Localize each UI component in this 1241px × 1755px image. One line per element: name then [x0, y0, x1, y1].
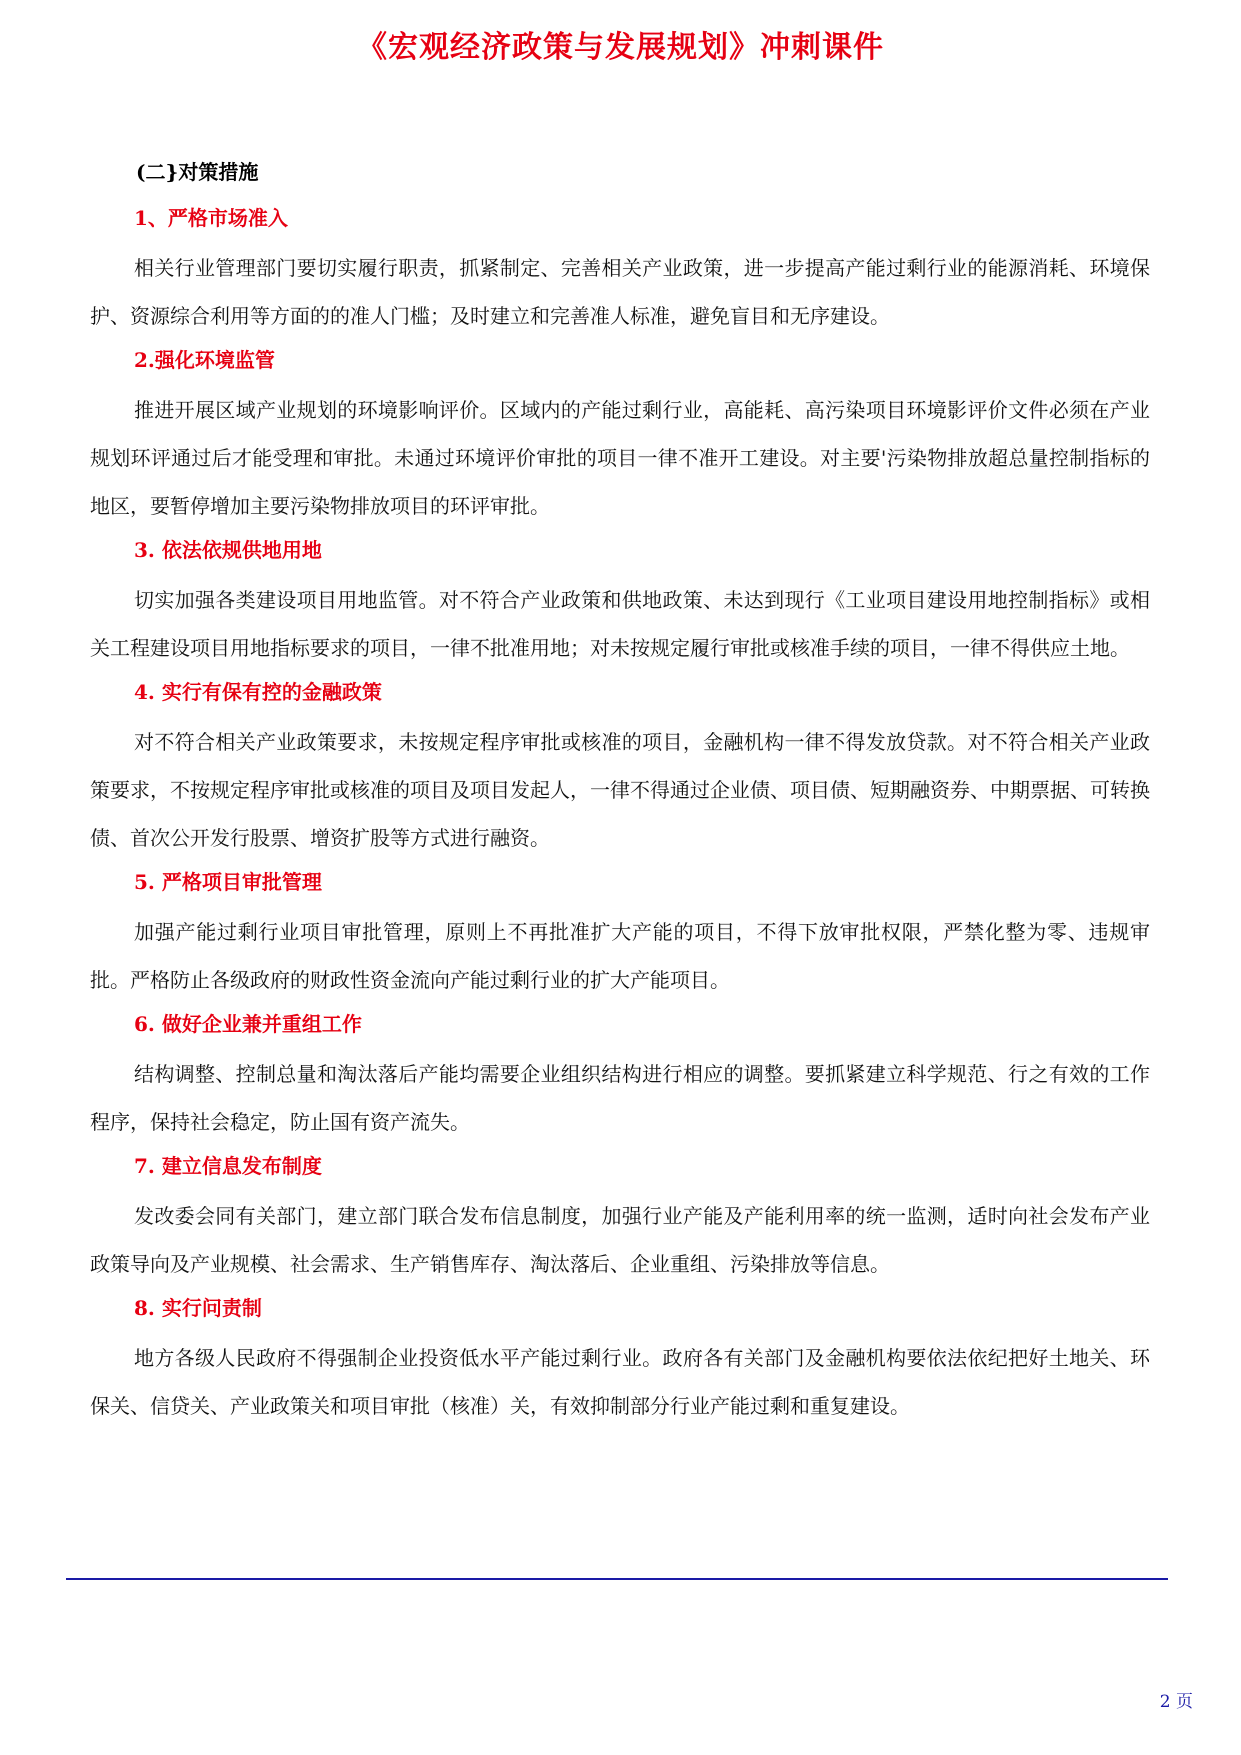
measure-item-2 [90, 346, 1150, 530]
item-heading: 6. 做好企业兼并重组工作 [134, 1012, 362, 1036]
item-heading: 7. 建立信息发布制度 [134, 1154, 322, 1178]
item-heading: 4. 实行有保有控的金融政策 [134, 680, 382, 704]
item-paragraph: 切实加强各类建设项目用地监管。对不符合产业政策和供地政策、未达到现行《工业项目建设用地控制指标》或相关工程建设项目用地指标要求的项目，一律不批准用地；对未按规定履行审批或核准手续的项目，一律不得供应土地。 [90, 588, 1150, 660]
item-paragraph: 地方各级人民政府不得强制企业投资低水平产能过剩行业。政府各有关部门及金融机构要依法依纪把好土地关、环保关、信贷关、产业政策关和项目审批（核准）关，有效抑制部分行业产能过剩和重复建设。 [90, 1346, 1150, 1418]
item-heading: 3. 依法依规供地用地 [134, 538, 322, 562]
item-heading: 1、严格市场准入 [134, 206, 288, 230]
item-paragraph: 推进开展区域产业规划的环境影响评价。区域内的产能过剩行业，高能耗、高污染项目环境影评价文件必须在产业规划环评通过后才能受理和审批。未通过环境评价审批的项目一律不准开工建设。对主要'污染物排放超总量控制指标的地区，要暂停增加主要污染物排放项目的环评审批。 [90, 398, 1150, 518]
measure-item-6 [90, 1010, 1150, 1146]
item-heading: 5. 严格项目审批管理 [134, 870, 322, 894]
measure-item-3 [90, 536, 1150, 672]
page-number: 2 页 [1159, 1692, 1193, 1712]
item-paragraph: 结构调整、控制总量和淘汰落后产能均需要企业组织结构进行相应的调整。要抓紧建立科学规范、行之有效的工作程序，保持社会稳定，防止国有资产流失。 [90, 1062, 1150, 1134]
section-heading: (二}对策措施 [136, 160, 259, 184]
measure-item-4 [90, 678, 1150, 862]
footer-divider [66, 1578, 1168, 1580]
document-body [90, 158, 1150, 1436]
item-heading: 8. 实行问责制 [134, 1296, 262, 1320]
measure-item-7 [90, 1152, 1150, 1288]
document-title: 《宏观经济政策与发展规划》冲刺课件 [357, 30, 884, 65]
item-heading: 2.强化环境监管 [134, 348, 275, 372]
item-paragraph: 加强产能过剩行业项目审批管理，原则上不再批准扩大产能的项目，不得下放审批权限，严禁化整为零、违规审批。严格防止各级政府的财政性资金流向产能过剩行业的扩大产能项目。 [90, 920, 1150, 992]
measure-item-8 [90, 1294, 1150, 1430]
item-paragraph: 发改委会同有关部门，建立部门联合发布信息制度，加强行业产能及产能利用率的统一监测，适时向社会发布产业政策导向及产业规模、社会需求、生产销售库存、淘汰落后、企业重组、污染排放等信息。 [90, 1204, 1150, 1276]
item-paragraph: 对不符合相关产业政策要求，未按规定程序审批或核准的项目，金融机构一律不得发放贷款。对不符合相关产业政策要求，不按规定程序审批或核准的项目及项目发起人，一律不得通过企业债、项目债、短期融资券、中期票据、可转换债、首次公开发行股票、增资扩股等方式进行融资。 [90, 730, 1150, 850]
measure-item-1 [90, 204, 1150, 340]
item-paragraph: 相关行业管理部门要切实履行职责，抓紧制定、完善相关产业政策，进一步提高产能过剩行业的能源消耗、环境保护、资源综合利用等方面的的准人门槛；及时建立和完善准人标准，避免盲目和无序建设。 [90, 256, 1150, 328]
measure-item-5 [90, 868, 1150, 1004]
